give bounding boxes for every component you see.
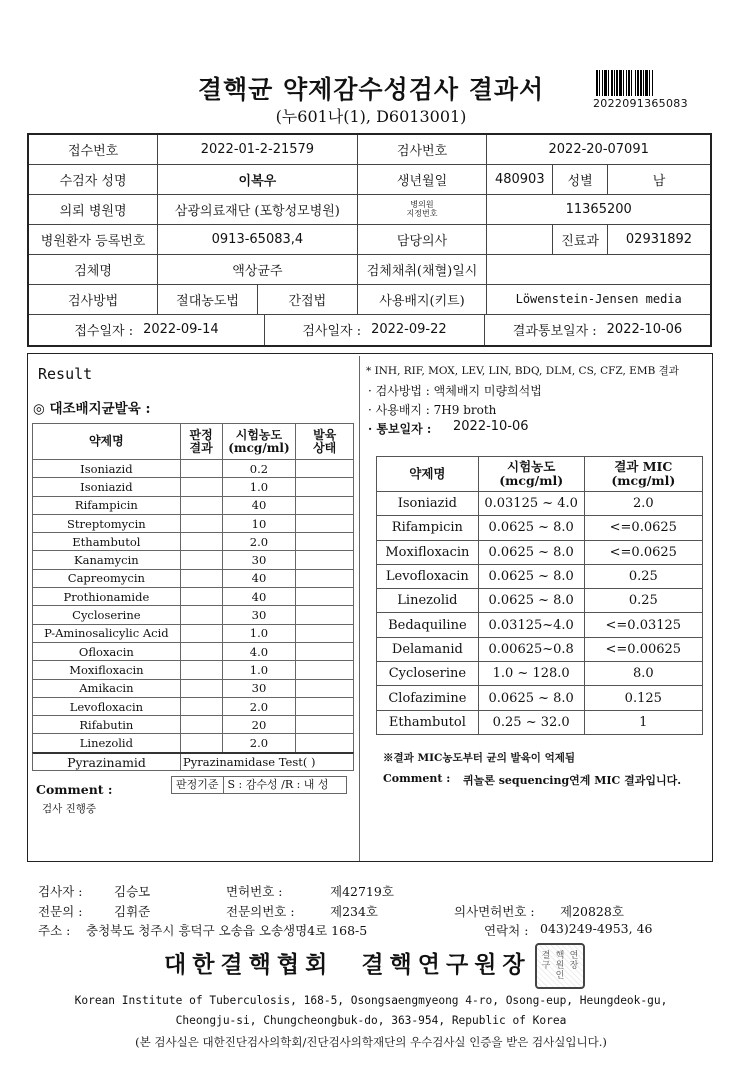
mic-drug-name: Rifampicin bbox=[377, 516, 479, 540]
mic-row bbox=[377, 662, 703, 686]
specialist: 김휘준 bbox=[114, 904, 151, 919]
reg-no-label: 병원환자 등록번호 bbox=[28, 224, 158, 254]
tested-date: 2022-09-22 bbox=[371, 322, 447, 337]
mic-result: 0.25 bbox=[584, 589, 702, 613]
growth-status bbox=[296, 734, 354, 752]
drug-row bbox=[33, 569, 354, 587]
official-seal bbox=[535, 943, 585, 989]
drug-name: Cycloserine bbox=[33, 606, 181, 624]
growth-status bbox=[296, 460, 354, 478]
receipt-no-label: 접수번호 bbox=[28, 134, 158, 164]
mic-medium-line: · 사용배지 : 7H9 broth bbox=[368, 403, 497, 417]
seal-glyph: 결 bbox=[541, 951, 551, 961]
judgement bbox=[180, 624, 222, 642]
col-drug: 약제명 bbox=[33, 424, 181, 460]
drug-name: Isoniazid bbox=[33, 478, 181, 496]
seal-glyph: 구 bbox=[541, 961, 551, 971]
drug-row bbox=[33, 533, 354, 551]
mic-drug-name: Delamanid bbox=[377, 637, 479, 661]
mic-result: 0.25 bbox=[584, 564, 702, 588]
drug-row bbox=[33, 514, 354, 532]
growth-status bbox=[296, 642, 354, 660]
mic-table bbox=[376, 456, 703, 735]
col-judge-1: 판정 bbox=[189, 427, 213, 442]
judgement bbox=[180, 661, 222, 679]
barcode-number: 2022091365083 bbox=[593, 97, 688, 110]
license: 제42719호 bbox=[330, 884, 394, 899]
drug-row bbox=[33, 642, 354, 660]
col-conc-2: (mcg/ml) bbox=[228, 440, 290, 455]
reg-no: 0913-65083,4 bbox=[158, 224, 357, 254]
test-concentration: 1.0 bbox=[222, 624, 296, 642]
criteria: S : 감수성 /R : 내 성 bbox=[227, 778, 329, 791]
reported-label: 결과통보일자 : bbox=[512, 324, 597, 339]
test-concentration: 30 bbox=[222, 606, 296, 624]
mic-col-drug: 약제명 bbox=[377, 457, 479, 492]
patient-name: 이복우 bbox=[158, 164, 357, 194]
drug-name: Prothionamide bbox=[33, 588, 181, 606]
growth-status bbox=[296, 661, 354, 679]
hospital-code-label-1: 병의원 bbox=[410, 200, 434, 209]
test-concentration: 2.0 bbox=[222, 697, 296, 715]
test-concentration: 40 bbox=[222, 588, 296, 606]
left-comment-label: Comment : bbox=[36, 782, 113, 797]
drug-name: Capreomycin bbox=[33, 569, 181, 587]
growth-status bbox=[296, 679, 354, 697]
drug-row bbox=[33, 697, 354, 715]
test-concentration: 4.0 bbox=[222, 642, 296, 660]
mic-concentration-range: 0.00625~0.8 bbox=[478, 637, 584, 661]
test-concentration: 40 bbox=[222, 569, 296, 587]
judgement bbox=[180, 478, 222, 496]
judgement bbox=[180, 606, 222, 624]
growth-status bbox=[296, 533, 354, 551]
growth-status bbox=[296, 551, 354, 569]
growth-status bbox=[296, 496, 354, 514]
mic-col-result-2: (mcg/ml) bbox=[611, 473, 676, 488]
growth-status bbox=[296, 716, 354, 734]
seal-glyph: 핵 bbox=[555, 951, 565, 961]
hospital-code-label bbox=[357, 194, 487, 224]
mic-result: 1 bbox=[584, 710, 702, 734]
mic-result: <=0.0625 bbox=[584, 540, 702, 564]
mic-drug-name: Linezolid bbox=[377, 589, 479, 613]
mic-concentration-range: 0.0625 ~ 8.0 bbox=[478, 564, 584, 588]
reported-date: 2022-10-06 bbox=[606, 322, 683, 337]
mic-method-line: · 검사방법 : 액체배지 미량희석법 bbox=[368, 384, 542, 398]
received-date: 2022-09-14 bbox=[143, 322, 219, 337]
tested-label: 검사일자 : bbox=[302, 324, 362, 339]
drug-name: Kanamycin bbox=[33, 551, 181, 569]
mic-concentration-range: 1.0 ~ 128.0 bbox=[478, 662, 584, 686]
mic-col-conc-2: (mcg/ml) bbox=[499, 473, 564, 488]
judgement bbox=[180, 533, 222, 551]
seal-glyph: 인 bbox=[555, 971, 565, 981]
collect bbox=[487, 254, 711, 284]
drug-name: Rifampicin bbox=[33, 496, 181, 514]
col-judge-2: 결과 bbox=[189, 440, 213, 455]
mic-col-result bbox=[584, 457, 702, 492]
mic-drug-name: Ethambutol bbox=[377, 710, 479, 734]
mic-drug-name: Clofazimine bbox=[377, 686, 479, 710]
drug-row bbox=[33, 716, 354, 734]
right-comment-label: Comment : bbox=[383, 772, 451, 785]
mic-concentration-range: 0.25 ~ 32.0 bbox=[478, 710, 584, 734]
hospital-label: 의뢰 병원명 bbox=[28, 194, 158, 224]
absolute-concentration-table bbox=[32, 423, 354, 753]
method-1: 절대농도법 bbox=[158, 284, 258, 314]
criteria-label: 판정기준 bbox=[172, 777, 224, 793]
address-english-1: Korean Institute of Tuberculosis, 168-5, Osongsaengmyeong 4-ro, Osong-eup, Heungdeok-gu, bbox=[74, 994, 668, 1007]
drug-row bbox=[33, 661, 354, 679]
drug-row bbox=[33, 478, 354, 496]
seal-glyph: 연 bbox=[569, 951, 579, 961]
address-english-2: Cheongju-si, Chungcheongbuk-do, 363-954, Republic of Korea bbox=[175, 1014, 567, 1027]
growth-status bbox=[296, 514, 354, 532]
test-no: 2022-20-07091 bbox=[487, 134, 711, 164]
mic-concentration-range: 0.03125~4.0 bbox=[478, 613, 584, 637]
drug-row bbox=[33, 460, 354, 478]
drug-row bbox=[33, 551, 354, 569]
reported-cell bbox=[485, 315, 710, 345]
judgement bbox=[180, 679, 222, 697]
left-comment: 검사 진행중 bbox=[42, 803, 97, 815]
growth-status bbox=[296, 478, 354, 496]
mic-row bbox=[377, 637, 703, 661]
growth-status bbox=[296, 606, 354, 624]
drug-row bbox=[33, 588, 354, 606]
growth-status bbox=[296, 624, 354, 642]
judgement bbox=[180, 697, 222, 715]
drug-name: Amikacin bbox=[33, 679, 181, 697]
drug-row bbox=[33, 734, 354, 752]
right-comment: 퀴놀론 sequencing연계 MIC 결과입니다. bbox=[463, 774, 682, 787]
test-no-label: 검사번호 bbox=[357, 134, 487, 164]
collect-label: 검체채취(채혈)일시 bbox=[357, 254, 487, 284]
judgement bbox=[180, 496, 222, 514]
test-concentration: 2.0 bbox=[222, 533, 296, 551]
drug-name: Levofloxacin bbox=[33, 697, 181, 715]
judgement bbox=[180, 716, 222, 734]
seal-glyph: 원 bbox=[555, 961, 565, 971]
control-growth-title: ◎ 대조배지균발육 : bbox=[33, 401, 151, 417]
judgement bbox=[180, 734, 222, 752]
spec-license: 제234호 bbox=[330, 904, 379, 919]
drug-row bbox=[33, 606, 354, 624]
dept-label: 진료과 bbox=[553, 224, 608, 254]
drug-name: Streptomycin bbox=[33, 514, 181, 532]
criteria-box bbox=[171, 776, 347, 794]
drug-name: P-Aminosalicylic Acid bbox=[33, 624, 181, 642]
mic-col-result-1: 결과 MIC bbox=[614, 459, 673, 474]
patient-label: 수검자 성명 bbox=[28, 164, 158, 194]
dob: 480903 bbox=[487, 164, 553, 194]
mic-note: ※결과 MIC농도부터 균의 발육이 억제됨 bbox=[383, 752, 576, 764]
received-cell bbox=[29, 315, 265, 345]
certification-note: (본 검사실은 대한진단검사의학회/진단검사의학재단의 우수검사실 인증을 받은 검사실입니다.) bbox=[135, 1035, 607, 1049]
mic-drug-name: Isoniazid bbox=[377, 492, 479, 516]
mic-row bbox=[377, 589, 703, 613]
growth-status bbox=[296, 697, 354, 715]
method-2: 간접법 bbox=[257, 284, 357, 314]
mic-result: <=0.00625 bbox=[584, 637, 702, 661]
seal-glyph: 장 bbox=[569, 961, 579, 971]
spec-license-label: 전문의번호 : bbox=[226, 904, 295, 919]
mic-row bbox=[377, 710, 703, 734]
drug-row bbox=[33, 624, 354, 642]
mic-row bbox=[377, 564, 703, 588]
sex: 남 bbox=[608, 164, 712, 194]
notice-date: 2022-10-06 bbox=[453, 419, 529, 434]
dates-row bbox=[28, 314, 711, 346]
test-concentration: 1.0 bbox=[222, 661, 296, 679]
mic-result: 2.0 bbox=[584, 492, 702, 516]
contact: 043)249-4953, 46 bbox=[540, 921, 653, 936]
specimen-label: 검체명 bbox=[28, 254, 158, 284]
test-concentration: 1.0 bbox=[222, 478, 296, 496]
patient-info-table bbox=[27, 133, 712, 347]
address-label: 주소 : bbox=[38, 923, 71, 938]
notice-label: · 통보일자 : bbox=[368, 422, 432, 436]
hospital-name: 삼광의료재단 (포항성모병원) bbox=[158, 194, 357, 224]
method-label: 검사방법 bbox=[28, 284, 158, 314]
mic-drug-name: Levofloxacin bbox=[377, 564, 479, 588]
judgement bbox=[180, 642, 222, 660]
mic-drug-name: Moxifloxacin bbox=[377, 540, 479, 564]
doctor bbox=[487, 224, 553, 254]
pza-test: Pyrazinamidase Test( ) bbox=[183, 755, 316, 769]
result-label: Result bbox=[38, 365, 93, 383]
test-concentration: 10 bbox=[222, 514, 296, 532]
license-label: 면허번호 : bbox=[226, 884, 283, 899]
mic-result: <=0.03125 bbox=[584, 613, 702, 637]
mic-row bbox=[377, 613, 703, 637]
pza-row bbox=[32, 752, 354, 771]
doc-license: 제20828호 bbox=[560, 904, 624, 919]
col-judge bbox=[180, 424, 222, 460]
col-conc-1: 시험농도 bbox=[235, 427, 283, 442]
judgement bbox=[180, 514, 222, 532]
mic-row bbox=[377, 540, 703, 564]
test-concentration: 2.0 bbox=[222, 734, 296, 752]
medium: Löwenstein-Jensen media bbox=[487, 284, 711, 314]
sex-label: 성별 bbox=[553, 164, 608, 194]
test-concentration: 30 bbox=[222, 679, 296, 697]
mic-concentration-range: 0.0625 ~ 8.0 bbox=[478, 516, 584, 540]
mic-drug-name: Cycloserine bbox=[377, 662, 479, 686]
mic-concentration-range: 0.03125 ~ 4.0 bbox=[478, 492, 584, 516]
tested-cell bbox=[265, 315, 485, 345]
drug-name: Ethambutol bbox=[33, 533, 181, 551]
col-growth-2: 상태 bbox=[313, 440, 337, 455]
doc-license-label: 의사면허번호 : bbox=[454, 904, 535, 919]
specialist-label: 전문의 : bbox=[38, 904, 83, 919]
result-divider bbox=[359, 356, 360, 861]
mic-drugs-line: * INH, RIF, MOX, LEV, LIN, BDQ, DLM, CS, CFZ, EMB 결과 bbox=[366, 365, 679, 377]
drug-name: Isoniazid bbox=[33, 460, 181, 478]
tester-label: 검사자 : bbox=[38, 884, 83, 899]
test-concentration: 30 bbox=[222, 551, 296, 569]
judgement bbox=[180, 569, 222, 587]
pza-label: Pyrazinamid bbox=[33, 754, 181, 770]
address: 충청북도 청주시 흥덕구 오송읍 오송생명4로 168-5 bbox=[86, 923, 368, 938]
drug-name: Linezolid bbox=[33, 734, 181, 752]
document-subtitle: (누601나(1), D6013001) bbox=[275, 107, 467, 126]
drug-name: Moxifloxacin bbox=[33, 661, 181, 679]
drug-name: Rifabutin bbox=[33, 716, 181, 734]
col-growth-1: 발육 bbox=[313, 427, 337, 442]
test-concentration: 40 bbox=[222, 496, 296, 514]
barcode-bar bbox=[653, 70, 654, 96]
hospital-code-label-2: 지정번호 bbox=[406, 209, 438, 218]
mic-col-conc-1: 시험농도 bbox=[507, 459, 556, 474]
test-concentration: 0.2 bbox=[222, 460, 296, 478]
mic-row bbox=[377, 516, 703, 540]
drug-row bbox=[33, 496, 354, 514]
test-concentration: 20 bbox=[222, 716, 296, 734]
hospital-code: 11365200 bbox=[487, 194, 711, 224]
drug-name: Ofloxacin bbox=[33, 642, 181, 660]
drug-row bbox=[33, 679, 354, 697]
tester: 김승모 bbox=[114, 884, 151, 899]
col-conc bbox=[222, 424, 296, 460]
barcode bbox=[596, 70, 700, 96]
mic-concentration-range: 0.0625 ~ 8.0 bbox=[478, 589, 584, 613]
document-title: 결핵균 약제감수성검사 결과서 bbox=[197, 75, 545, 104]
mic-result: 8.0 bbox=[584, 662, 702, 686]
mic-drug-name: Bedaquiline bbox=[377, 613, 479, 637]
dept: 02931892 bbox=[608, 224, 712, 254]
received-label: 접수일자 : bbox=[74, 324, 134, 339]
mic-col-conc bbox=[478, 457, 584, 492]
doctor-label: 담당의사 bbox=[357, 224, 487, 254]
specimen: 액상균주 bbox=[158, 254, 357, 284]
mic-result: 0.125 bbox=[584, 686, 702, 710]
judgement bbox=[180, 588, 222, 606]
receipt-no: 2022-01-2-21579 bbox=[158, 134, 357, 164]
growth-status bbox=[296, 588, 354, 606]
judgement bbox=[180, 460, 222, 478]
mic-concentration-range: 0.0625 ~ 8.0 bbox=[478, 540, 584, 564]
judgement bbox=[180, 551, 222, 569]
organization-name: 대한결핵협회 결핵연구원장 bbox=[164, 951, 531, 978]
dob-label: 생년월일 bbox=[357, 164, 487, 194]
col-growth bbox=[296, 424, 354, 460]
medium-label: 사용배지(키트) bbox=[357, 284, 487, 314]
mic-row bbox=[377, 492, 703, 516]
mic-concentration-range: 0.0625 ~ 8.0 bbox=[478, 686, 584, 710]
contact-label: 연락처 : bbox=[484, 923, 529, 938]
mic-row bbox=[377, 686, 703, 710]
growth-status bbox=[296, 569, 354, 587]
mic-result: <=0.0625 bbox=[584, 516, 702, 540]
